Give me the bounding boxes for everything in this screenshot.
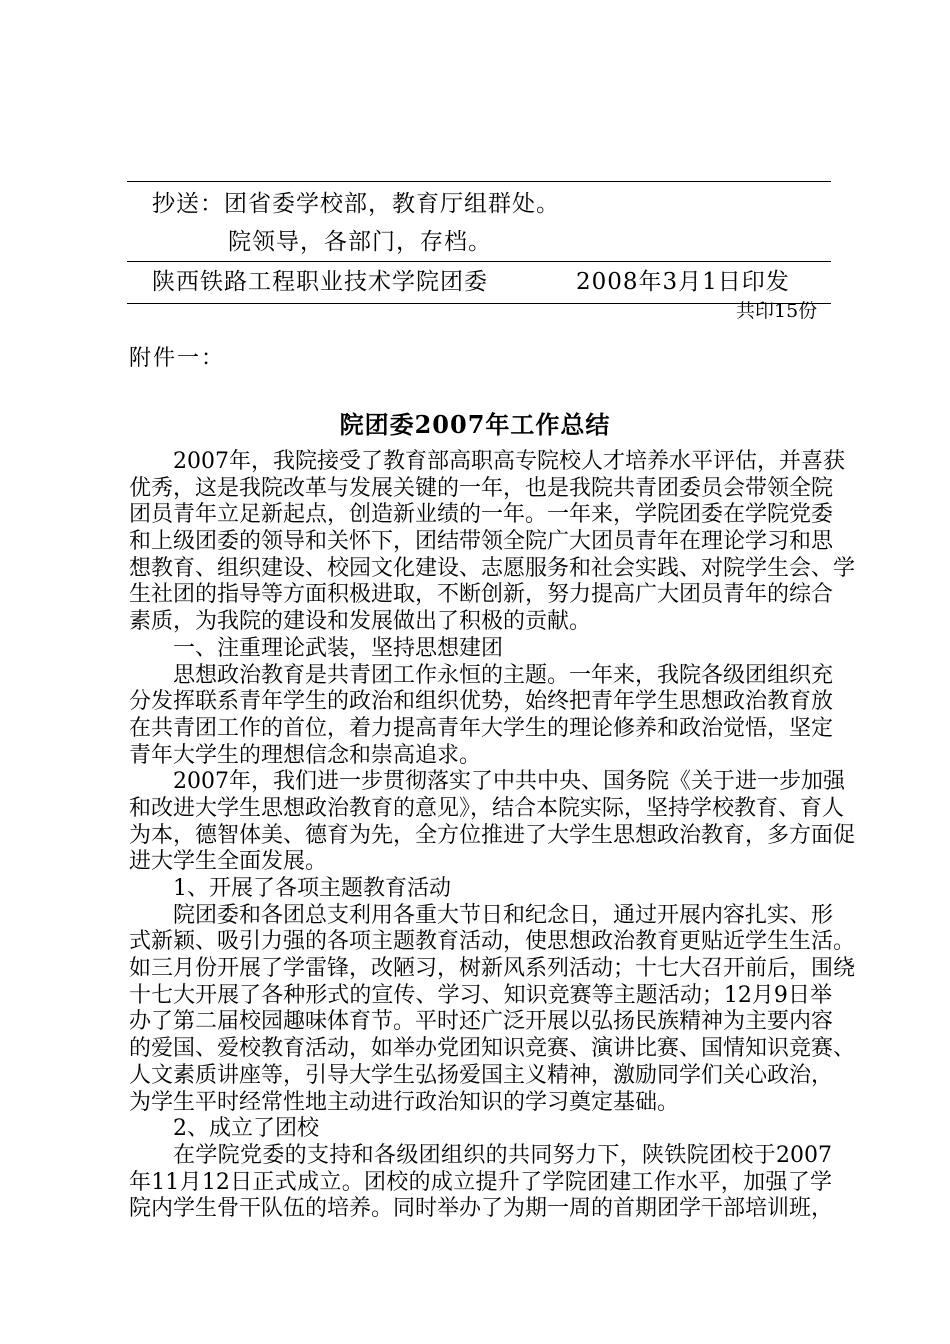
- top-rule: [127, 181, 831, 182]
- body-line: 思想政治教育是共青团工作永恒的主题。一年来，我院各级团组织充: [173, 662, 834, 688]
- body-line: 院内学生骨干队伍的培养。同时举办了为期一周的首期团学干部培训班，: [129, 1196, 834, 1222]
- cc-recipients-line-2: 院领导，各部门，存档。: [228, 229, 492, 255]
- body-line: 在学院党委的支持和各级团组织的共同努力下，陕铁院团校于2007: [173, 1142, 832, 1168]
- body-line: 办了第二届校园趣味体育节。平时还广泛开展以弘扬民族精神为主要内容: [129, 1009, 834, 1035]
- body-line: 为本，德智体美、德育为先，全方位推进了大学生思想政治教育，多方面促: [129, 822, 856, 848]
- bottom-rule: [127, 303, 831, 304]
- body-line: 和上级团委的领导和关怀下，团结带领全院广大团员青年在理论学习和思: [129, 529, 834, 555]
- document-body: [129, 449, 856, 1223]
- body-line: 的爱国、爱校教育活动，如举办党团知识竞赛、演讲比赛、国情知识竞赛、: [129, 1036, 856, 1062]
- annex-label: 附件一：: [129, 346, 226, 371]
- cc-recipients-line-1: 抄送：团省委学校部，教育厅组群处。: [152, 191, 560, 217]
- body-line: 为学生平时经常性地主动进行政治知识的学习奠定基础。: [129, 1089, 680, 1115]
- body-line: 式新颖、吸引力强的各项主题教育活动，使思想政治教育更贴近学生生活。: [129, 929, 856, 955]
- body-line: 想教育、组织建设、校园文化建设、志愿服务和社会实践、对院学生会、学: [129, 555, 856, 581]
- body-line: 团员青年立足新起点，创造新业绩的一年。一年来，学院团委在学院党委: [129, 502, 834, 528]
- body-line: 分发挥联系青年学生的政治和组织优势，始终把青年学生思想政治教育放: [129, 689, 834, 715]
- body-line: 进大学生全面发展。: [129, 849, 328, 875]
- middle-rule: [127, 261, 831, 262]
- body-line: 年11月12日正式成立。团校的成立提升了学院团建工作水平，加强了学: [129, 1169, 832, 1195]
- issuer-name: 陕西铁路工程职业技术学院团委: [152, 269, 488, 295]
- body-line: 人文素质讲座等，引导大学生弘扬爱国主义精神，激励同学们关心政治，: [129, 1062, 834, 1088]
- body-line: 在共青团工作的首位，着力提高青年大学生的理论修养和政治觉悟，坚定: [129, 715, 834, 741]
- body-line: 院团委和各团总支利用各重大节日和纪念日，通过开展内容扎实、形: [173, 902, 834, 928]
- body-line: 如三月份开展了学雷锋，改陋习，树新风系列活动；十七大召开前后，围绕: [129, 956, 856, 982]
- print-count: 共印15份: [736, 300, 818, 322]
- subsection-heading: 2、成立了团校: [173, 1116, 319, 1142]
- body-line: 青年大学生的理想信念和崇高追求。: [129, 742, 482, 768]
- subsection-heading: 1、开展了各项主题教育活动: [173, 876, 451, 901]
- body-line: 优秀，这是我院改革与发展关键的一年，也是我院共青团委员会带领全院: [129, 475, 834, 501]
- body-line: 2007年，我院接受了教育部高职高专院校人才培养水平评估，并喜获: [173, 449, 845, 474]
- body-line: 十七大开展了各种形式的宣传、学习、知识竞赛等主题活动；12月9日举: [129, 982, 832, 1008]
- document-title: 院团委2007年工作总结: [339, 410, 611, 439]
- body-line: 素质，为我院的建设和发展做出了积极的贡献。: [129, 609, 592, 635]
- body-line: 和改进大学生思想政治教育的意见》，结合本院实际，坚持学校教育、育人: [129, 795, 845, 821]
- body-line: 生社团的指导等方面积极进取，不断创新，努力提高广大团员青年的综合: [129, 582, 834, 608]
- issue-date: 2008年3月1日印发: [576, 269, 790, 295]
- section-heading: 一、注重理论武装，坚持思想建团: [173, 635, 504, 661]
- body-line: 2007年，我们进一步贯彻落实了中共中央、国务院《关于进一步加强: [173, 769, 845, 795]
